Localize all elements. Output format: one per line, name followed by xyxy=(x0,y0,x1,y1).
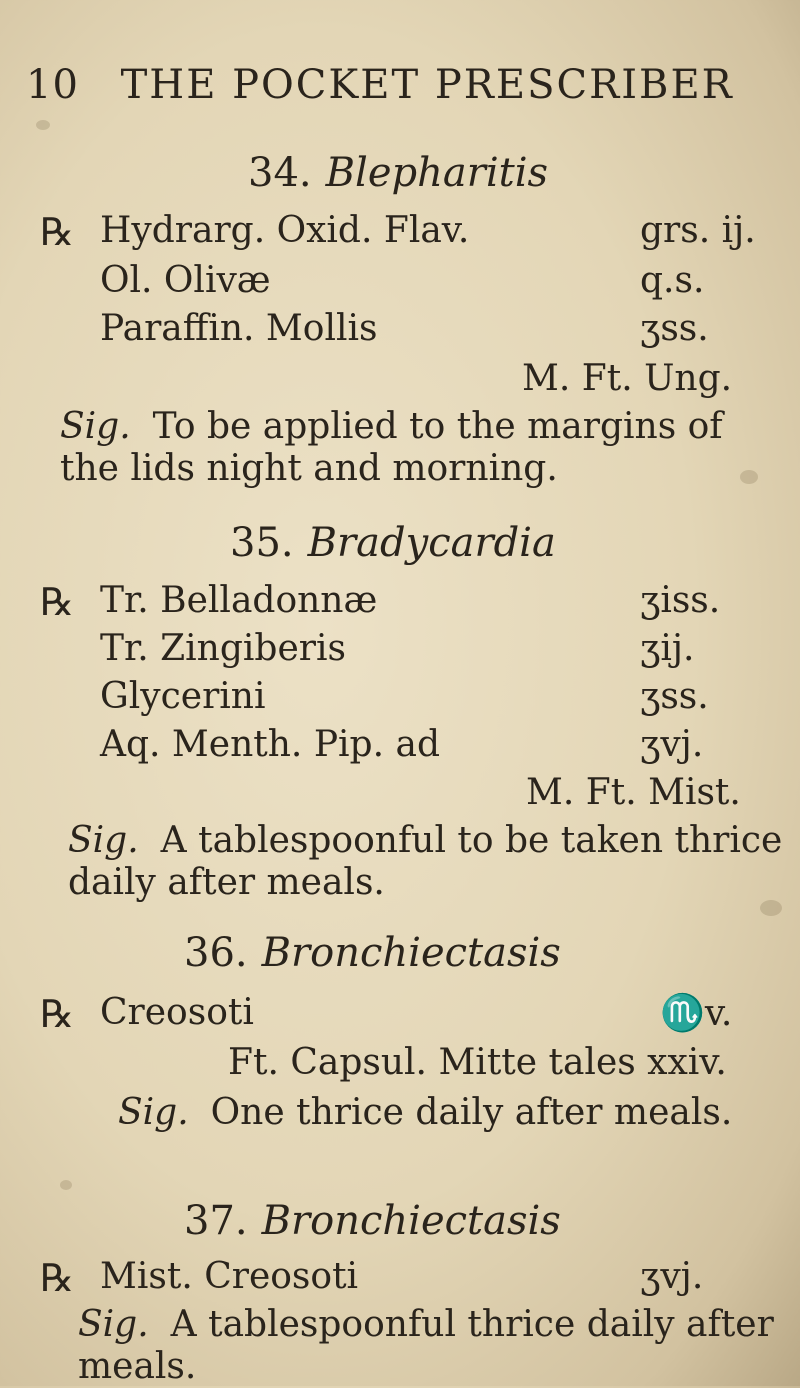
page-number: 10 xyxy=(26,62,79,108)
signa: Sig. A tablespoonful to be taken thrice daily after meals. xyxy=(68,820,783,903)
ingredient-quantity: ʒss. xyxy=(640,308,709,349)
book-title: THE POCKET PRESCRIBER xyxy=(120,62,734,108)
signa: Sig. One thrice daily after meals. xyxy=(118,1092,733,1133)
ingredient-quantity: ♏v. xyxy=(660,993,733,1034)
ingredient-quantity: ʒiss. xyxy=(640,580,721,621)
ingredient-quantity: q.s. xyxy=(640,260,705,301)
signa: Sig. A tablespoonful thrice daily after meals. xyxy=(78,1304,774,1387)
signa: Sig. To be applied to the margins of the lids night and morning. xyxy=(60,406,723,489)
ingredient-name: Paraffin. Mollis xyxy=(100,308,378,349)
paper-speck xyxy=(740,470,758,484)
rx-symbol: ℞ xyxy=(40,210,75,254)
ingredient-name: Aq. Menth. Pip. ad xyxy=(100,724,440,765)
rx-symbol: ℞ xyxy=(40,580,75,624)
ingredient-quantity: ʒss. xyxy=(640,676,709,717)
recipe-heading: 34. Blepharitis xyxy=(248,150,549,196)
rx-symbol: ℞ xyxy=(40,1256,75,1300)
rx-symbol: ℞ xyxy=(40,992,75,1036)
recipe-heading: 37. Bronchiectasis xyxy=(184,1198,561,1244)
ingredient-quantity: grs. ij. xyxy=(640,210,756,251)
ingredient-name: Ol. Olivæ xyxy=(100,260,271,301)
ingredient-name: Tr. Zingiberis xyxy=(100,628,346,669)
paper-speck xyxy=(760,900,782,916)
formula: M. Ft. Mist. xyxy=(526,772,741,813)
paper-speck xyxy=(60,1180,72,1190)
ingredient-name: Glycerini xyxy=(100,676,266,717)
paper-speck xyxy=(36,120,50,130)
ingredient-name: Hydrarg. Oxid. Flav. xyxy=(100,210,470,251)
formula: Ft. Capsul. Mitte tales xxiv. xyxy=(228,1042,727,1083)
formula: M. Ft. Ung. xyxy=(522,358,733,399)
ingredient-quantity: ʒvj. xyxy=(640,1256,704,1297)
page-header xyxy=(26,62,734,108)
recipe-heading: 36. Bronchiectasis xyxy=(184,930,561,976)
recipe-heading: 35. Bradycardia xyxy=(230,520,556,566)
ingredient-quantity: ʒij. xyxy=(640,628,695,669)
ingredient-name: Tr. Belladonnæ xyxy=(100,580,378,621)
ingredient-name: Mist. Creosoti xyxy=(100,1256,359,1297)
ingredient-quantity: ʒvj. xyxy=(640,724,704,765)
ingredient-name: Creosoti xyxy=(100,992,254,1033)
